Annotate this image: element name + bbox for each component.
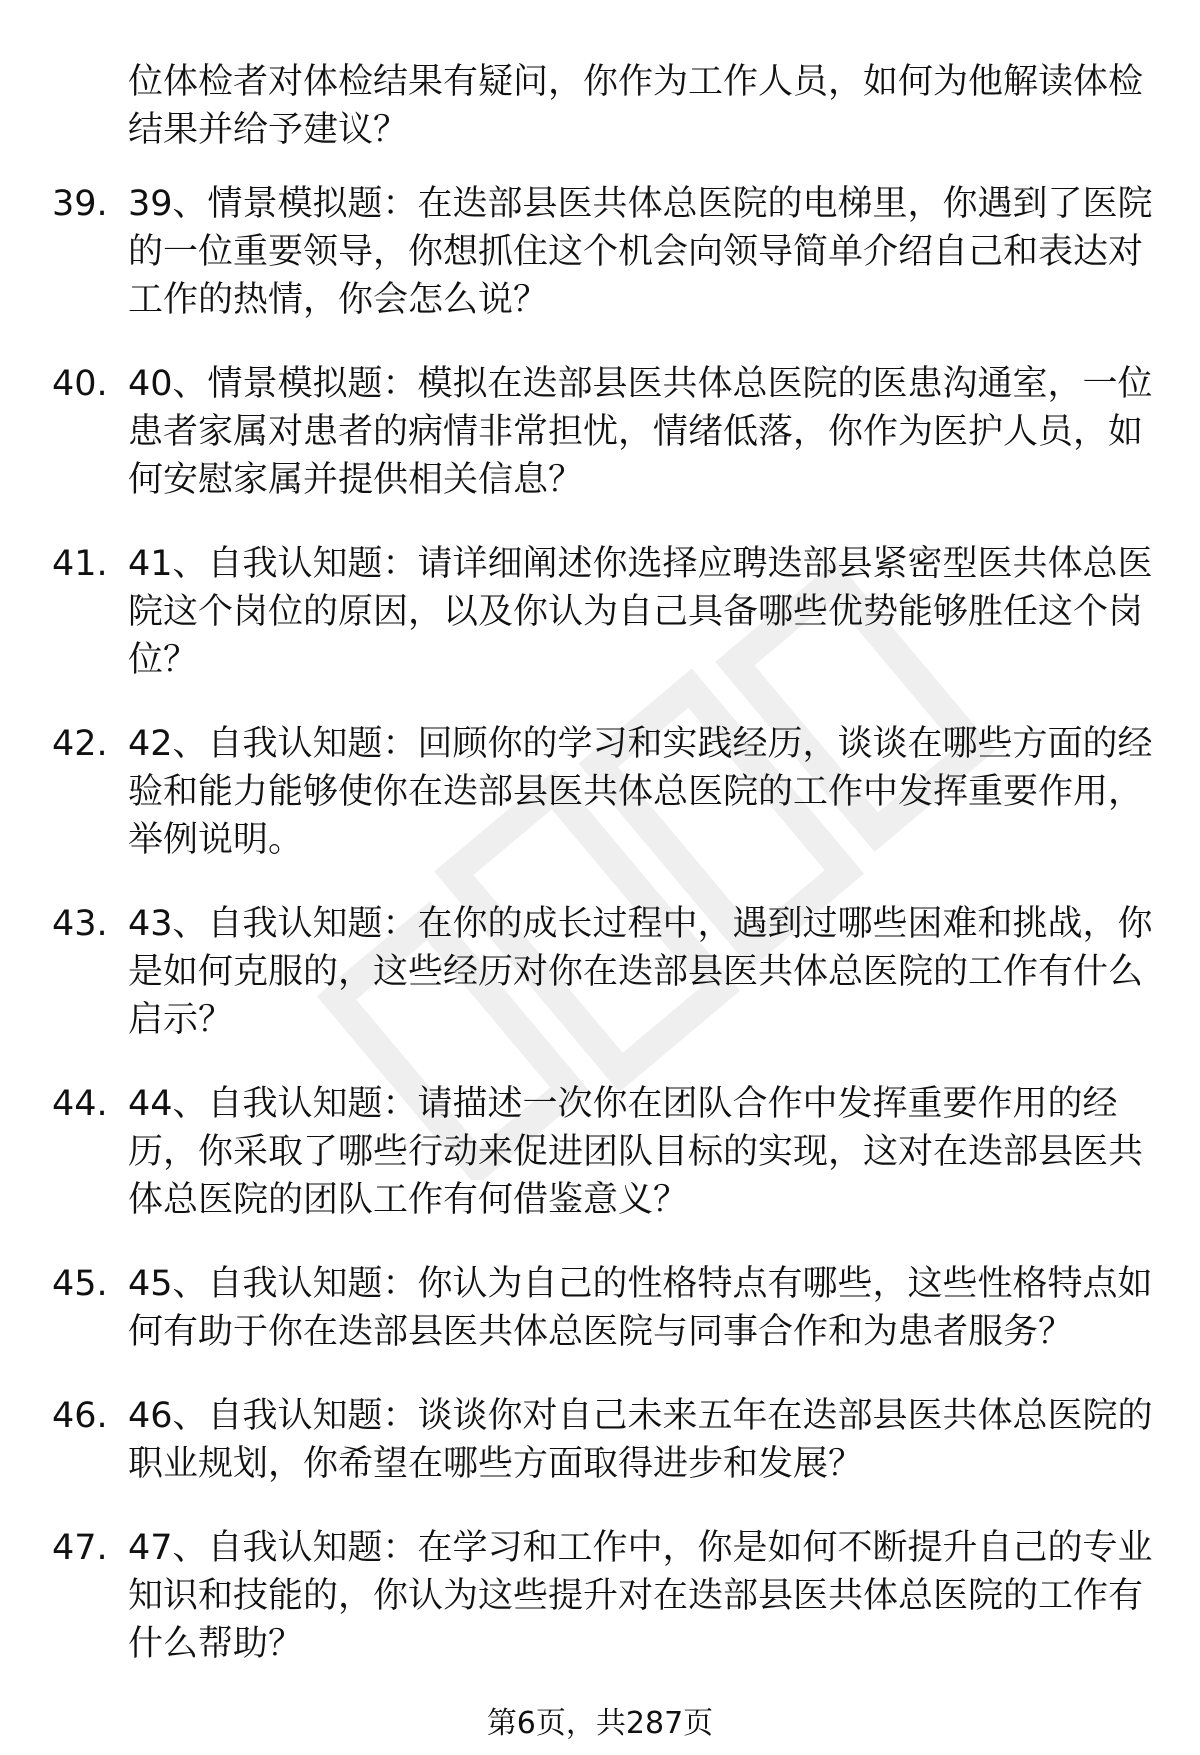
question-number: 44. [52, 1084, 108, 1124]
question-item [52, 1392, 1162, 1488]
question-text: 47、自我认知题：在学习和工作中，你是如何不断提升自己的专业知识和技能的，你认为这些提升对在迭部县医共体总医院的工作有什么帮助？ [128, 1528, 1153, 1664]
page-footer: 第6页，共287页 [486, 1706, 714, 1741]
continuation-text: 位体检者对体检结果有疑问，你作为工作人员，如何为他解读体检结果并给予建议？ [128, 62, 1144, 150]
question-item [52, 720, 1162, 864]
question-text: 39、情景模拟题：在迭部县医共体总医院的电梯里，你遇到了医院的一位重要领导，你想抓住这个机会向领导简单介绍自己和表达对工作的热情，你会怎么说？ [128, 184, 1153, 320]
question-text: 40、情景模拟题：模拟在迭部县医共体总医院的医患沟通室，一位患者家属对患者的病情非常担忧，情绪低落，你作为医护人员，如何安慰家属并提供相关信息？ [128, 364, 1153, 500]
question-number: 40. [52, 364, 108, 404]
question-number: 46. [52, 1396, 108, 1436]
question-number: 45. [52, 1264, 108, 1304]
question-item [52, 1524, 1162, 1668]
question-text: 44、自我认知题：请描述一次你在团队合作中发挥重要作用的经历，你采取了哪些行动来促进团队目标的实现，这对在迭部县医共体总医院的团队工作有何借鉴意义？ [128, 1084, 1144, 1220]
question-text: 41、自我认知题：请详细阐述你选择应聘迭部县紧密型医共体总医院这个岗位的原因，以及你认为自己具备哪些优势能够胜任这个岗位？ [128, 544, 1153, 680]
question-list [52, 180, 1162, 1704]
question-text: 43、自我认知题：在你的成长过程中，遇到过哪些困难和挑战，你是如何克服的，这些经历对你在迭部县医共体总医院的工作有什么启示？ [128, 904, 1153, 1040]
question-item [52, 1080, 1162, 1224]
question-item [52, 900, 1162, 1044]
question-item [52, 180, 1162, 324]
question-number: 43. [52, 904, 108, 944]
question-item [52, 360, 1162, 504]
question-number: 47. [52, 1528, 108, 1568]
question-item [52, 1260, 1162, 1356]
question-text: 46、自我认知题：谈谈你对自己未来五年在迭部县医共体总医院的职业规划，你希望在哪些方面取得进步和发展？ [128, 1396, 1153, 1484]
question-item [52, 540, 1162, 684]
question-number: 41. [52, 544, 108, 584]
question-text: 42、自我认知题：回顾你的学习和实践经历，谈谈在哪些方面的经验和能力能够使你在迭部县医共体总医院的工作中发挥重要作用，举例说明。 [128, 724, 1153, 860]
question-number: 39. [52, 184, 108, 224]
question-number: 42. [52, 724, 108, 764]
question-text: 45、自我认知题：你认为自己的性格特点有哪些，这些性格特点如何有助于你在迭部县医共体总医院与同事合作和为患者服务？ [128, 1264, 1153, 1352]
